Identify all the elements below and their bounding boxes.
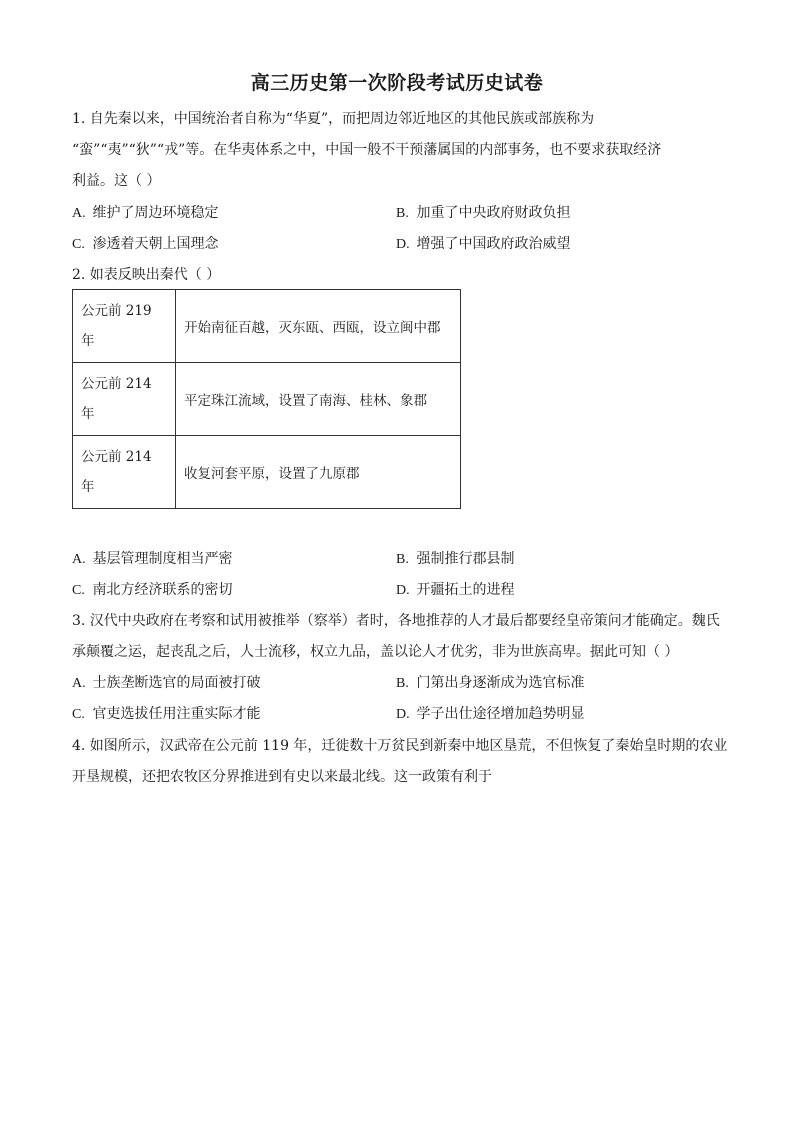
q1-option-c[interactable] xyxy=(72,235,218,254)
table-row xyxy=(73,436,461,509)
exam-title: 高三历史第一次阶段考试历史试卷 xyxy=(250,72,544,94)
option-text: 门第出身逐渐成为选官标准 xyxy=(416,675,585,691)
q3-stem-line2: 承颠覆之运，起丧乱之后，人士流移，权立九品，盖以论人才优劣，非为世族高卑。据此可知（ ） xyxy=(72,644,679,660)
option-letter: C. xyxy=(72,237,85,252)
q1-option-b[interactable] xyxy=(396,204,570,223)
q3-stem-line1: 3. 汉代中央政府在考察和试用被推举（察举）者时，各地推荐的人才最后都要经皇帝策问才能确定。魏氏 xyxy=(72,613,720,629)
option-text: 士族垄断选官的局面被打破 xyxy=(92,675,261,691)
year-unit: 年 xyxy=(81,406,95,422)
q1-option-a[interactable] xyxy=(72,204,218,223)
year-unit: 年 xyxy=(81,479,95,495)
option-text: 学子出仕途径增加趋势明显 xyxy=(416,706,585,722)
option-text: 渗透着天朝上国理念 xyxy=(92,236,219,252)
option-text: 强制推行郡县制 xyxy=(416,551,515,567)
q2-option-b[interactable] xyxy=(396,550,514,569)
table-row xyxy=(73,290,461,363)
option-letter: A. xyxy=(72,206,86,221)
table-cell-year xyxy=(73,290,176,363)
option-letter: B. xyxy=(396,552,409,567)
table-cell-year xyxy=(73,436,176,509)
q1-stem-line2: “蛮”“夷”“狄”“戎”等。在华夷体系之中，中国一般不干预藩属国的内部事务，也不要求获取经济 xyxy=(72,142,662,158)
year-text: 公元前 214 xyxy=(81,376,152,392)
q4-stem-line1: 4. 如图所示，汉武帝在公元前 119 年，迁徙数十万贫民到新秦中地区垦荒，不但恢复了秦始皇时期的农业 xyxy=(72,738,728,754)
q3-option-a[interactable] xyxy=(72,674,260,693)
option-letter: A. xyxy=(72,676,86,691)
table-cell-event: 平定珠江流域，设置了南海、桂林、象郡 xyxy=(176,363,461,436)
option-text: 加重了中央政府财政负担 xyxy=(416,205,571,221)
option-text: 官吏选拔任用注重实际才能 xyxy=(92,706,261,722)
table-row xyxy=(73,363,461,436)
option-letter: C. xyxy=(72,707,85,722)
q2-option-c[interactable] xyxy=(72,581,232,600)
option-text: 维护了周边环境稳定 xyxy=(92,205,219,221)
option-text: 增强了中国政府政治威望 xyxy=(416,236,571,252)
year-text: 公元前 219 xyxy=(81,303,152,319)
q1-option-d[interactable] xyxy=(396,235,570,254)
option-letter: D. xyxy=(396,583,410,598)
option-letter: A. xyxy=(72,552,86,567)
option-letter: D. xyxy=(396,707,410,722)
q3-option-c[interactable] xyxy=(72,705,260,724)
q2-stem: 2. 如表反映出秦代（ ） xyxy=(72,267,221,283)
table-cell-event: 收复河套平原，设置了九原郡 xyxy=(176,436,461,509)
q3-option-d[interactable] xyxy=(396,705,584,724)
q2-option-d[interactable] xyxy=(396,581,514,600)
option-letter: D. xyxy=(396,237,410,252)
q1-stem-line3: 利益。这（ ） xyxy=(72,173,161,189)
option-letter: B. xyxy=(396,206,409,221)
q4-stem-line2: 开垦规模，还把农牧区分界推进到有史以来最北线。这一政策有利于 xyxy=(72,769,492,785)
year-text: 公元前 214 xyxy=(81,449,152,465)
q2-table xyxy=(72,289,461,509)
option-text: 基层管理制度相当严密 xyxy=(92,551,233,567)
option-letter: B. xyxy=(396,676,409,691)
year-unit: 年 xyxy=(81,333,95,349)
option-text: 南北方经济联系的密切 xyxy=(92,582,233,598)
q2-option-a[interactable] xyxy=(72,550,232,569)
table-cell-year xyxy=(73,363,176,436)
q3-option-b[interactable] xyxy=(396,674,584,693)
option-text: 开疆拓土的进程 xyxy=(416,582,515,598)
q1-stem-line1: 1. 自先秦以来，中国统治者自称为“华夏”，而把周边邻近地区的其他民族或部族称为 xyxy=(72,111,595,127)
table-cell-event: 开始南征百越，灭东瓯、西瓯，设立闽中郡 xyxy=(176,290,461,363)
option-letter: C. xyxy=(72,583,85,598)
